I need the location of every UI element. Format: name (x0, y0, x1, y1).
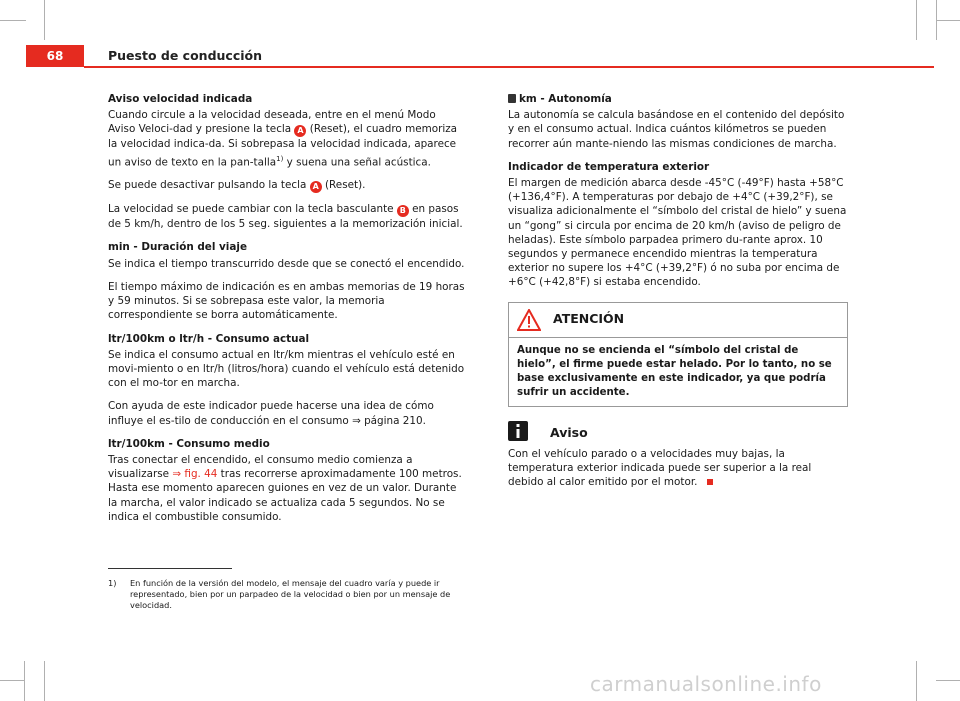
text: en pasos de 5 km/h, dentro de los 5 seg. siguientes a la memorización inicial. (108, 203, 463, 231)
note-body (508, 447, 848, 490)
key-a-icon: A (310, 181, 322, 193)
key-b-icon: B (397, 205, 409, 217)
fuel-pump-icon (508, 94, 516, 103)
crop-mark (44, 661, 45, 701)
crop-mark (44, 0, 45, 40)
paragraph (108, 108, 466, 169)
paragraph (108, 453, 466, 524)
crop-mark (0, 20, 26, 21)
header-rule (84, 66, 934, 68)
figure-link[interactable]: ⇒ fig. 44 (172, 468, 218, 481)
warning-body: Aunque no se encienda el “símbolo del cristal de hielo”, el firme puede estar helado. Por lo tanto, no se base exclusivamente en este indicador, ya que podría sufrir un accidente. (517, 344, 832, 398)
paragraph: Se indica el tiempo transcurrido desde que se conectó el encendido. (108, 257, 465, 270)
text: km - Autonomía (519, 93, 612, 105)
paragraph: El margen de medición abarca desde -45°C (-49°F) hasta +58°C (+136,4°F). A temperaturas por debajo de +4°C (+39,2°F), se visualiza adicionalmente el “símbolo del cristal de hielo” y suena un “gong” si circula por encima de 20 km/h (aviso de peligro de heladas). Este símbolo parpadea primero du-rante aprox. 10 segundos y permanece encendido mientras la temperatura exterior no supere los +4°C (+39,2°F) ó no suba por encima de +6°C (+42,8°F) si estaba encendido. (508, 177, 847, 289)
text: tras recorrerse aproximadamente 100 metros. Hasta ese momento aparecen guiones en vez de un valor. Durante la marcha, el valor indicado se actualiza cada 5 segundos. No se indica el combustible consumido. (108, 468, 462, 523)
text: Se puede desactivar pulsando la tecla (108, 179, 310, 192)
section-end-mark (707, 479, 713, 485)
crop-mark (936, 20, 960, 21)
text: La velocidad se puede cambiar con la tecla basculante (108, 203, 397, 216)
info-note-icon (508, 421, 528, 441)
crop-mark (936, 680, 960, 681)
text: Tras conectar el encendido, el consumo medio comienza a visualizarse (108, 453, 413, 481)
text: Cuando circule a la velocidad deseada, entre en el menú Modo Aviso Veloci-dad y presione la tecla (108, 109, 436, 136)
text: y suena una señal acústica. (283, 156, 431, 169)
section-title-current-consumption: ltr/100km o ltr/h - Consumo actual (108, 332, 310, 345)
section-title-range (508, 92, 848, 106)
text: Con el vehículo parado o a velocidades muy bajas, la temperatura exterior indicada puede ser superior a la real debido al calor emitido por el motor. (508, 447, 812, 489)
paragraph: Con ayuda de este indicador puede hacerse una idea de cómo influye el es-tilo de conducción en el consumo ⇒ página 210. (108, 400, 434, 427)
page-number: 68 (46, 49, 64, 63)
section-title-trip-duration: min - Duración del viaje (108, 241, 247, 254)
text: (Reset), el cuadro memoriza la velocidad indica-da. Si sobrepasa la velocidad indicada, aparece un aviso de texto en la pan-talla (108, 123, 458, 169)
crop-mark (916, 0, 917, 40)
note-title: Aviso (550, 424, 588, 440)
warning-box (508, 302, 848, 407)
footnote-rule (108, 568, 232, 569)
warning-title: ATENCIÓN (553, 310, 625, 326)
paragraph: El tiempo máximo de indicación es en ambas memorias de 19 horas y 59 minutos. Si se sobrepasa este valor, la memoria correspondiente se borra automáticamente. (108, 280, 465, 322)
text: (Reset). (321, 179, 366, 192)
page-title: Puesto de conducción (108, 48, 263, 63)
left-column (108, 92, 466, 533)
crop-mark (0, 680, 24, 681)
section-title-speed-warning: Aviso velocidad indicada (108, 93, 253, 105)
paragraph: La autonomía se calcula basándose en el contenido del depósito y en el consumo actual. Indica cuántos kilómetros se pueden recorrer aún mante-niendo las mismas condiciones de marcha. (508, 109, 845, 150)
key-a-icon: A (294, 125, 306, 137)
warning-header (509, 303, 847, 338)
section-title-outside-temperature: Indicador de temperatura exterior (508, 160, 710, 173)
paragraph (108, 178, 466, 193)
right-column (508, 92, 848, 498)
footnote-mark: 1) (108, 578, 117, 588)
paragraph: Se indica el consumo actual en ltr/km mientras el vehículo esté en movi-miento o en ltr/h (litros/hora) cuando el vehículo está detenido con el mo-tor en marcha. (108, 348, 465, 390)
footnote-text: En función de la versión del modelo, el mensaje del cuadro varía y puede ir representado, bien por un parpadeo de la velocidad o bien por un mensaje de velocidad. (130, 578, 451, 610)
note-header (508, 421, 848, 447)
crop-mark (24, 661, 25, 701)
warning-triangle-icon (517, 309, 541, 331)
crop-mark (916, 661, 917, 701)
watermark: carmanualsonline.info (590, 672, 822, 696)
section-title-average-consumption: ltr/100km - Consumo medio (108, 437, 270, 450)
paragraph (108, 202, 466, 231)
footnote-ref: 1) (276, 154, 284, 163)
